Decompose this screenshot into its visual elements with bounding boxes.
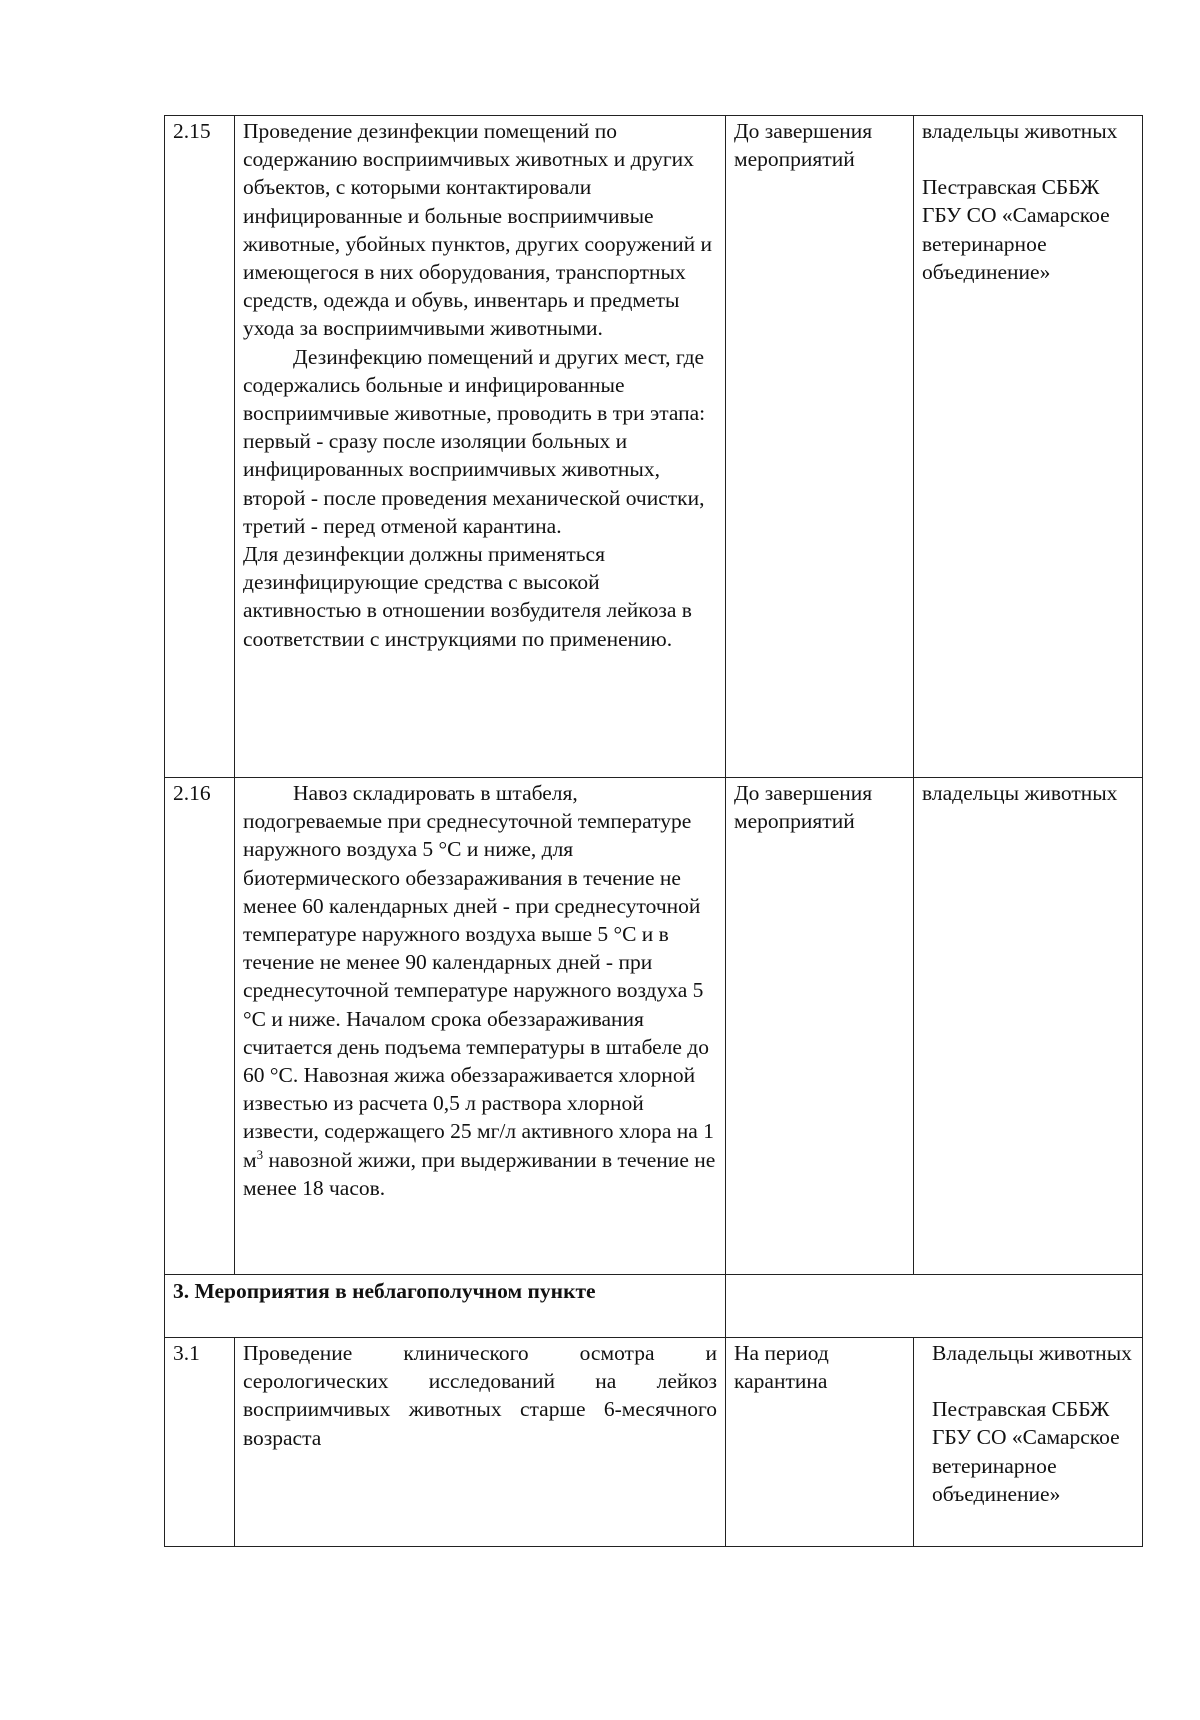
responsible-entry: Пестравская СББЖ ГБУ СО «Самарское ветеринарное объединение»: [922, 175, 1110, 284]
description-paragraph: Дезинфекцию помещений и других мест, где содержались больные и инфицированные восприимчивые животные, проводить в три этапа: первый - сразу после изоляции больных и инфицированных восприимчивых животных, второй - после проведения механической очистки, третий - перед отменой карантина.: [243, 344, 706, 538]
table-row: [165, 116, 1143, 778]
item-description: Проведение клинического осмотра и серологических исследований на лейкоз восприимчивых животных старше 6-месячного возраста: [235, 1338, 726, 1547]
section-empty-cell: [726, 1275, 1143, 1338]
superscript: 3: [256, 1146, 264, 1162]
description-text: навозной жижи, при выдерживании в течение не менее 18 часов.: [243, 1147, 716, 1200]
item-number: 3.1: [165, 1338, 235, 1547]
responsible-entry: Владельцы животных: [932, 1341, 1132, 1365]
description-paragraph: Для дезинфекции должны применяться дезинфицирующие средства с высокой активностью в отношении возбудителя лейкоза в соответствии с инструкциями по применению.: [243, 542, 692, 651]
spacer: [932, 1367, 1134, 1395]
item-description: [235, 778, 726, 1275]
responsible-entry: владельцы животных: [922, 119, 1118, 143]
item-term: На период карантина: [726, 1338, 914, 1547]
item-responsible: [914, 778, 1143, 1275]
description-paragraph: [243, 779, 717, 1202]
section-row: [165, 1275, 1143, 1338]
item-term: До завершения мероприятий: [726, 778, 914, 1275]
item-responsible: [914, 116, 1143, 778]
spacer: [922, 145, 1134, 173]
item-number: 2.16: [165, 778, 235, 1275]
item-responsible: [914, 1338, 1143, 1547]
description-text: Навоз складировать в штабеля, подогреваемые при среднесуточной температуре наружного воздуха 5 °С и ниже, для биотермического обеззараживания в течение не менее 60 календарных дней - при среднесуточной температуре наружного воздуха выше 5 °С и в течение не менее 90 календарных дней - при среднесуточной температуре наружного воздуха 5 °С и ниже. Началом срока обеззараживания считается день подъема температуры в штабеле до 60 °С. Навозная жижа обеззараживается хлорной известью из расчета 0,5 л раствора хлорной извести, содержащего 25 мг/л активного хлора на 1 м: [243, 781, 714, 1172]
responsible-entry: Пестравская СББЖ ГБУ СО «Самарское ветеринарное объединение»: [932, 1397, 1120, 1506]
table-row: [165, 1338, 1143, 1547]
item-number: 2.15: [165, 116, 235, 778]
item-description: [235, 116, 726, 778]
item-term: До завершения мероприятий: [726, 116, 914, 778]
description-paragraph: Проведение дезинфекции помещений по содержанию восприимчивых животных и других объектов, с которыми контактировали инфицированные и больные восприимчивые животные, убойных пунктов, других сооружений и имеющегося в них оборудования, транспортных средств, одежда и обувь, инвентарь и предметы ухода за восприимчивыми животными.: [243, 119, 712, 341]
section-title: 3. Мероприятия в неблагополучном пункте: [165, 1275, 726, 1338]
measures-table: [164, 115, 1143, 1547]
table-row: [165, 778, 1143, 1275]
responsible-entry: владельцы животных: [922, 781, 1118, 805]
